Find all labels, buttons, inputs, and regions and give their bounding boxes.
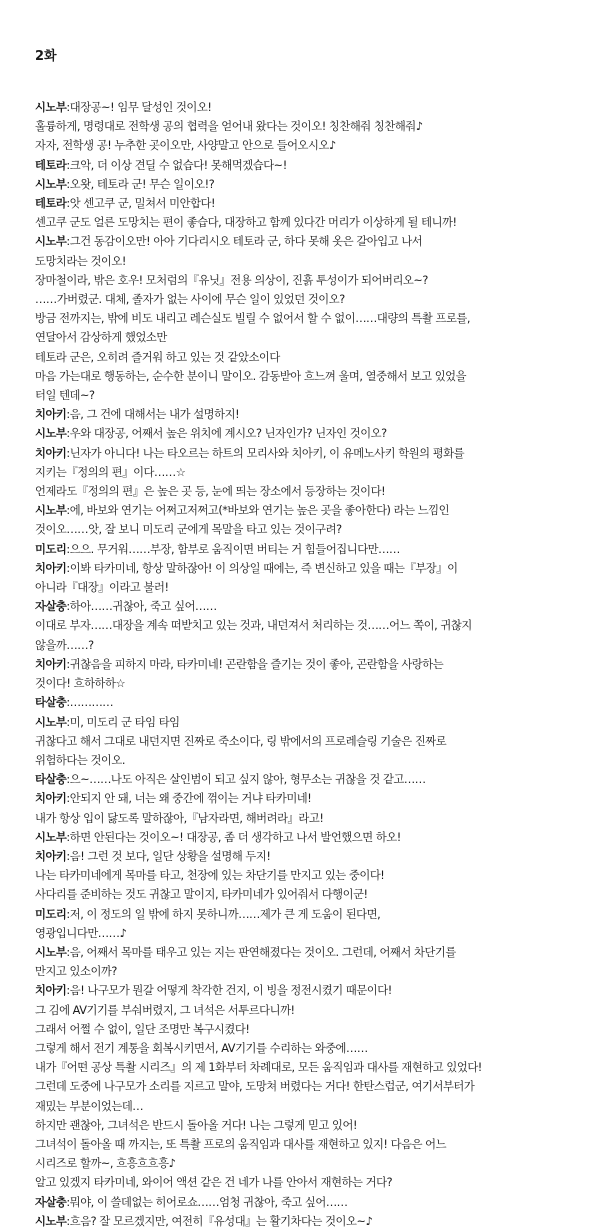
dialogue-text: 연달아서 감상하게 했었소만 [35, 331, 167, 345]
dialogue-line [35, 1039, 586, 1058]
dialogue-text: 언제라도『정의의 편』은 높은 곳 등, 눈에 띄는 장소에서 등장하는 것이다! [35, 485, 386, 499]
dialogue-line [35, 1077, 586, 1096]
dialogue-line [35, 866, 586, 885]
speaker-name: 치아키 [35, 408, 67, 422]
dialogue-line [35, 1001, 586, 1020]
dialogue-text: :이봐 타카미네, 항상 말하잖아! 이 의상일 때에는, 즉 변신하고 있을 때는『부장』이 [66, 561, 458, 575]
dialogue-line [35, 1097, 586, 1116]
speaker-name: 테토라 [35, 197, 67, 211]
speaker-name: 치아키 [35, 657, 67, 671]
dialogue-line [35, 117, 586, 136]
dialogue-line [35, 1154, 586, 1173]
dialogue-line [35, 1193, 586, 1212]
dialogue-text: 센고쿠 군도 얼른 도망치는 편이 좋습다, 대장하고 함께 있다간 머리가 이상하게 될 테니까! [35, 216, 457, 230]
speaker-name: 시노부 [35, 101, 67, 114]
dialogue-line [35, 136, 586, 155]
dialogue-line [35, 981, 586, 1000]
dialogue-text: ……가버렸군. 대체, 졸자가 없는 사이에 무슨 일이 있었던 것이오? [35, 293, 345, 307]
dialogue-line [35, 732, 586, 751]
dialogue-line [35, 252, 586, 271]
dialogue-line [35, 213, 586, 232]
dialogue-line [35, 674, 586, 693]
dialogue-text: :우와 대장공, 어째서 높은 위치에 계시오? 닌자인가? 닌자인 것이오? [66, 427, 387, 441]
dialogue-line [35, 905, 586, 924]
dialogue-text: :닌자가 아니다! 나는 타오르는 하트의 모리사와 치아키, 이 유메노사키 학원의 평화를 [66, 446, 465, 460]
speaker-name: 시노부 [35, 235, 67, 249]
dialogue-line [35, 847, 586, 866]
dialogue-text: :미, 미도리 군 타임 타임 [66, 715, 180, 729]
dialogue-line [35, 405, 586, 424]
dialogue-line [35, 309, 586, 328]
script-body [35, 98, 586, 1231]
dialogue-line [35, 1058, 586, 1077]
dialogue-line [35, 520, 586, 539]
dialogue-text: 훌륭하게, 명령대로 전학생 공의 협력을 얻어내 왔다는 것이오! 칭찬해줘 칭찬해줘♪ [35, 120, 423, 134]
speaker-name: 치아키 [35, 792, 67, 806]
speaker-name: 시노부 [35, 177, 67, 191]
dialogue-text: 도망치라는 것이오! [35, 254, 126, 268]
dialogue-line [35, 885, 586, 904]
dialogue-line [35, 962, 586, 981]
dialogue-text: :하아……귀찮아, 죽고 싶어…… [66, 600, 217, 614]
dialogue-text: :하면 안된다는 것이오~! 대장공, 좀 더 생각하고 나서 발언했으면 하오! [66, 830, 401, 844]
speaker-name: 치아키 [35, 849, 67, 863]
dialogue-text: 것이오……앗, 잘 보니 미도리 군에게 목말을 타고 있는 것이구려? [35, 523, 342, 537]
dialogue-line [35, 444, 586, 463]
speaker-name: 치아키 [35, 446, 67, 460]
dialogue-line [35, 751, 586, 770]
dialogue-text: 그렇게 해서 전기 계통을 회복시키면서, AV기기를 수리하는 와중에…… [35, 1041, 368, 1055]
dialogue-text: :저, 이 정도의 일 밖에 하지 못하니까……제가 큰 게 도움이 된다면, [66, 907, 381, 921]
dialogue-line [35, 1116, 586, 1135]
speaker-name: 미도리 [35, 542, 67, 556]
dialogue-line [35, 713, 586, 732]
dialogue-text: 내가『어떤 공상 특촬 시리즈』의 제 1화부터 차례대로, 모든 움직임과 대사를 재현하고 있었다! [35, 1061, 482, 1075]
dialogue-line [35, 828, 586, 847]
dialogue-line [35, 655, 586, 674]
dialogue-text: 지키는『정의의 편』이다……☆ [35, 465, 186, 479]
dialogue-line [35, 328, 586, 347]
dialogue-line [35, 271, 586, 290]
dialogue-line [35, 98, 586, 117]
dialogue-text: 것이다! 흐하하하☆ [35, 677, 126, 691]
dialogue-text: :음, 어째서 목마를 태우고 있는 지는 판연해졌다는 것이오. 그런데, 어째서 차단기를 [66, 945, 456, 959]
dialogue-text: :으~……나도 아직은 살인범이 되고 싶지 않아, 형무소는 귀찮을 것 같고…… [66, 773, 426, 787]
dialogue-text: 나는 타카미네에게 목마를 타고, 천장에 있는 차단기를 만지고 있는 중이다! [35, 869, 385, 883]
dialogue-line [35, 693, 586, 712]
dialogue-text: :흐음? 잘 모르겠지만, 여전히『유성대』는 활기차다는 것이오~♪ [66, 1214, 373, 1228]
dialogue-text: 귀찮다고 해서 그대로 내던지면 진짜로 죽소이다, 링 밖에서의 프로레슬링 기술은 진짜로 [35, 734, 447, 748]
speaker-name: 시노부 [35, 504, 67, 518]
dialogue-text: :안되지 안 돼, 너는 왜 중간에 꺾이는 거냐 타카미네! [66, 792, 312, 806]
speaker-name: 타살충 [35, 696, 67, 710]
dialogue-text: 그 김에 AV기기를 부숴버렸지, 그 녀석은 서투르다니까! [35, 1003, 295, 1017]
dialogue-text: 터일 텐데~? [35, 389, 95, 403]
dialogue-text: 알고 있겠지 타카미네, 와이어 액션 같은 건 네가 나를 안아서 재현하는 거다? [35, 1176, 393, 1190]
dialogue-line [35, 597, 586, 616]
dialogue-text: 자자, 전학생 공! 누추한 곳이오만, 사양말고 안으로 들어오시오♪ [35, 139, 336, 153]
dialogue-line [35, 789, 586, 808]
dialogue-text: 위험하다는 것이오. [35, 753, 125, 767]
speaker-name: 자살충 [35, 600, 67, 614]
dialogue-text: :대장공~! 임무 달성인 것이오! [66, 101, 212, 114]
dialogue-line [35, 348, 586, 367]
dialogue-line [35, 367, 586, 386]
dialogue-line [35, 809, 586, 828]
speaker-name: 시노부 [35, 715, 67, 729]
speaker-name: 시노부 [35, 427, 67, 441]
dialogue-line [35, 578, 586, 597]
dialogue-text: :에, 바보와 연기는 어쩌고저쩌고(*바보와 연기는 높은 곳을 좋아한다) 라는 느낌인 [66, 504, 450, 518]
speaker-name: 타살충 [35, 773, 67, 787]
dialogue-line [35, 424, 586, 443]
dialogue-text: :으으. 무거워……부장, 함부로 움직이면 버티는 거 힘들어집니다만…… [66, 542, 400, 556]
dialogue-text: 그런데 도중에 나구모가 소리를 지르고 말야, 도망쳐 버렸다는 거다! 한탄스럽군, 여기서부터가 [35, 1080, 475, 1094]
dialogue-text: 그녀석이 돌아올 때 까지는, 또 특촬 프로의 움직임과 대사를 재현하고 있지! 다음은 어느 [35, 1137, 447, 1151]
dialogue-text: :음! 나구모가 뭔갈 어떻게 착각한 건지, 이 빙을 정전시켰기 때문이다! [66, 984, 392, 998]
dialogue-line [35, 463, 586, 482]
dialogue-line [35, 540, 586, 559]
dialogue-line [35, 175, 586, 194]
dialogue-text: 장마철이라, 밖은 호우! 모처럼의『유닛』전용 의상이, 진흙 투성이가 되어버리오~? [35, 273, 428, 287]
dialogue-line [35, 616, 586, 635]
dialogue-text: 내가 항상 입이 닳도록 말하잖아,『남자라면, 해버려라』라고! [35, 811, 324, 825]
dialogue-text: 하지만 괜찮아, 그녀석은 반드시 돌아올 거다! 나는 그렇게 믿고 있어! [35, 1118, 358, 1132]
dialogue-text: 사다리를 준비하는 것도 귀찮고 말이지, 타카미네가 있어줘서 다행이군! [35, 888, 368, 902]
dialogue-line [35, 770, 586, 789]
dialogue-line [35, 501, 586, 520]
dialogue-text: 마음 가는대로 행동하는, 순수한 분이니 말이오. 감동받아 흐느껴 울며, 열중해서 보고 있었을 [35, 369, 467, 383]
speaker-name: 시노부 [35, 1214, 67, 1228]
dialogue-line [35, 943, 586, 962]
dialogue-text: 이대로 부자……대장을 계속 떠받치고 있는 것과, 내던져서 처리하는 것……어느 쪽이, 귀찮지 [35, 619, 472, 633]
dialogue-text: 시리즈로 할까~, 흐흥흐흐흥♪ [35, 1157, 176, 1171]
dialogue-text: :………… [66, 696, 114, 710]
chapter-title: 2화 [35, 49, 57, 64]
speaker-name: 미도리 [35, 907, 67, 921]
speaker-name: 테토라 [35, 158, 67, 172]
dialogue-line [35, 194, 586, 213]
dialogue-line [35, 924, 586, 943]
dialogue-line [35, 636, 586, 655]
speaker-name: 시노부 [35, 830, 67, 844]
dialogue-line [35, 1212, 586, 1231]
dialogue-line [35, 482, 586, 501]
speaker-name: 시노부 [35, 945, 67, 959]
dialogue-line [35, 1173, 586, 1192]
dialogue-text: 그래서 어쩔 수 없이, 일단 조명만 복구시켰다! [35, 1022, 250, 1036]
dialogue-text: :뭐야, 이 쓸데없는 히어로쇼……엄청 귀찮아, 죽고 싶어…… [66, 1195, 348, 1209]
dialogue-text: :오왓, 테토라 군! 무슨 일이오!? [66, 177, 215, 191]
dialogue-line [35, 156, 586, 175]
dialogue-text: 아니라『대장』이라고 불러! [35, 581, 169, 595]
dialogue-line [35, 290, 586, 309]
dialogue-text: 영광입니다만……♪ [35, 926, 127, 940]
speaker-name: 치아키 [35, 984, 67, 998]
dialogue-line [35, 232, 586, 251]
dialogue-text: 재밌는 부분이었는데… [35, 1099, 144, 1113]
dialogue-text: 만지고 있소이까? [35, 965, 117, 979]
dialogue-text: 방금 전까지는, 밖에 비도 내리고 레슨실도 빌릴 수 없어서 할 수 없이……대량의 특촬 프로를, [35, 312, 471, 326]
dialogue-text: 테토라 군은, 오히려 즐거워 하고 있는 것 같았소이다 [35, 350, 280, 364]
speaker-name: 치아키 [35, 561, 67, 575]
dialogue-line [35, 1020, 586, 1039]
dialogue-line [35, 386, 586, 405]
dialogue-line [35, 1135, 586, 1154]
dialogue-text: :귀찮음을 피하지 마라, 타카미네! 곤란함을 즐기는 것이 좋아, 곤란함을 사랑하는 [66, 657, 444, 671]
dialogue-text: :음, 그 건에 대해서는 내가 설명하지! [66, 408, 240, 422]
dialogue-line [35, 559, 586, 578]
dialogue-text: 않을까……? [35, 638, 94, 652]
dialogue-text: :크악, 더 이상 견딜 수 없습다! 못해먹겠습다~! [66, 158, 287, 172]
dialogue-text: :그건 동감이오만! 아아 기다리시오 테토라 군, 하다 못해 옷은 갈아입고 나서 [66, 235, 423, 249]
dialogue-text: :음! 그런 것 보다, 일단 상황을 설명해 두지! [66, 849, 271, 863]
speaker-name: 자살충 [35, 1195, 67, 1209]
dialogue-text: :앗 센고쿠 군, 밀쳐서 미안합다! [66, 197, 216, 211]
